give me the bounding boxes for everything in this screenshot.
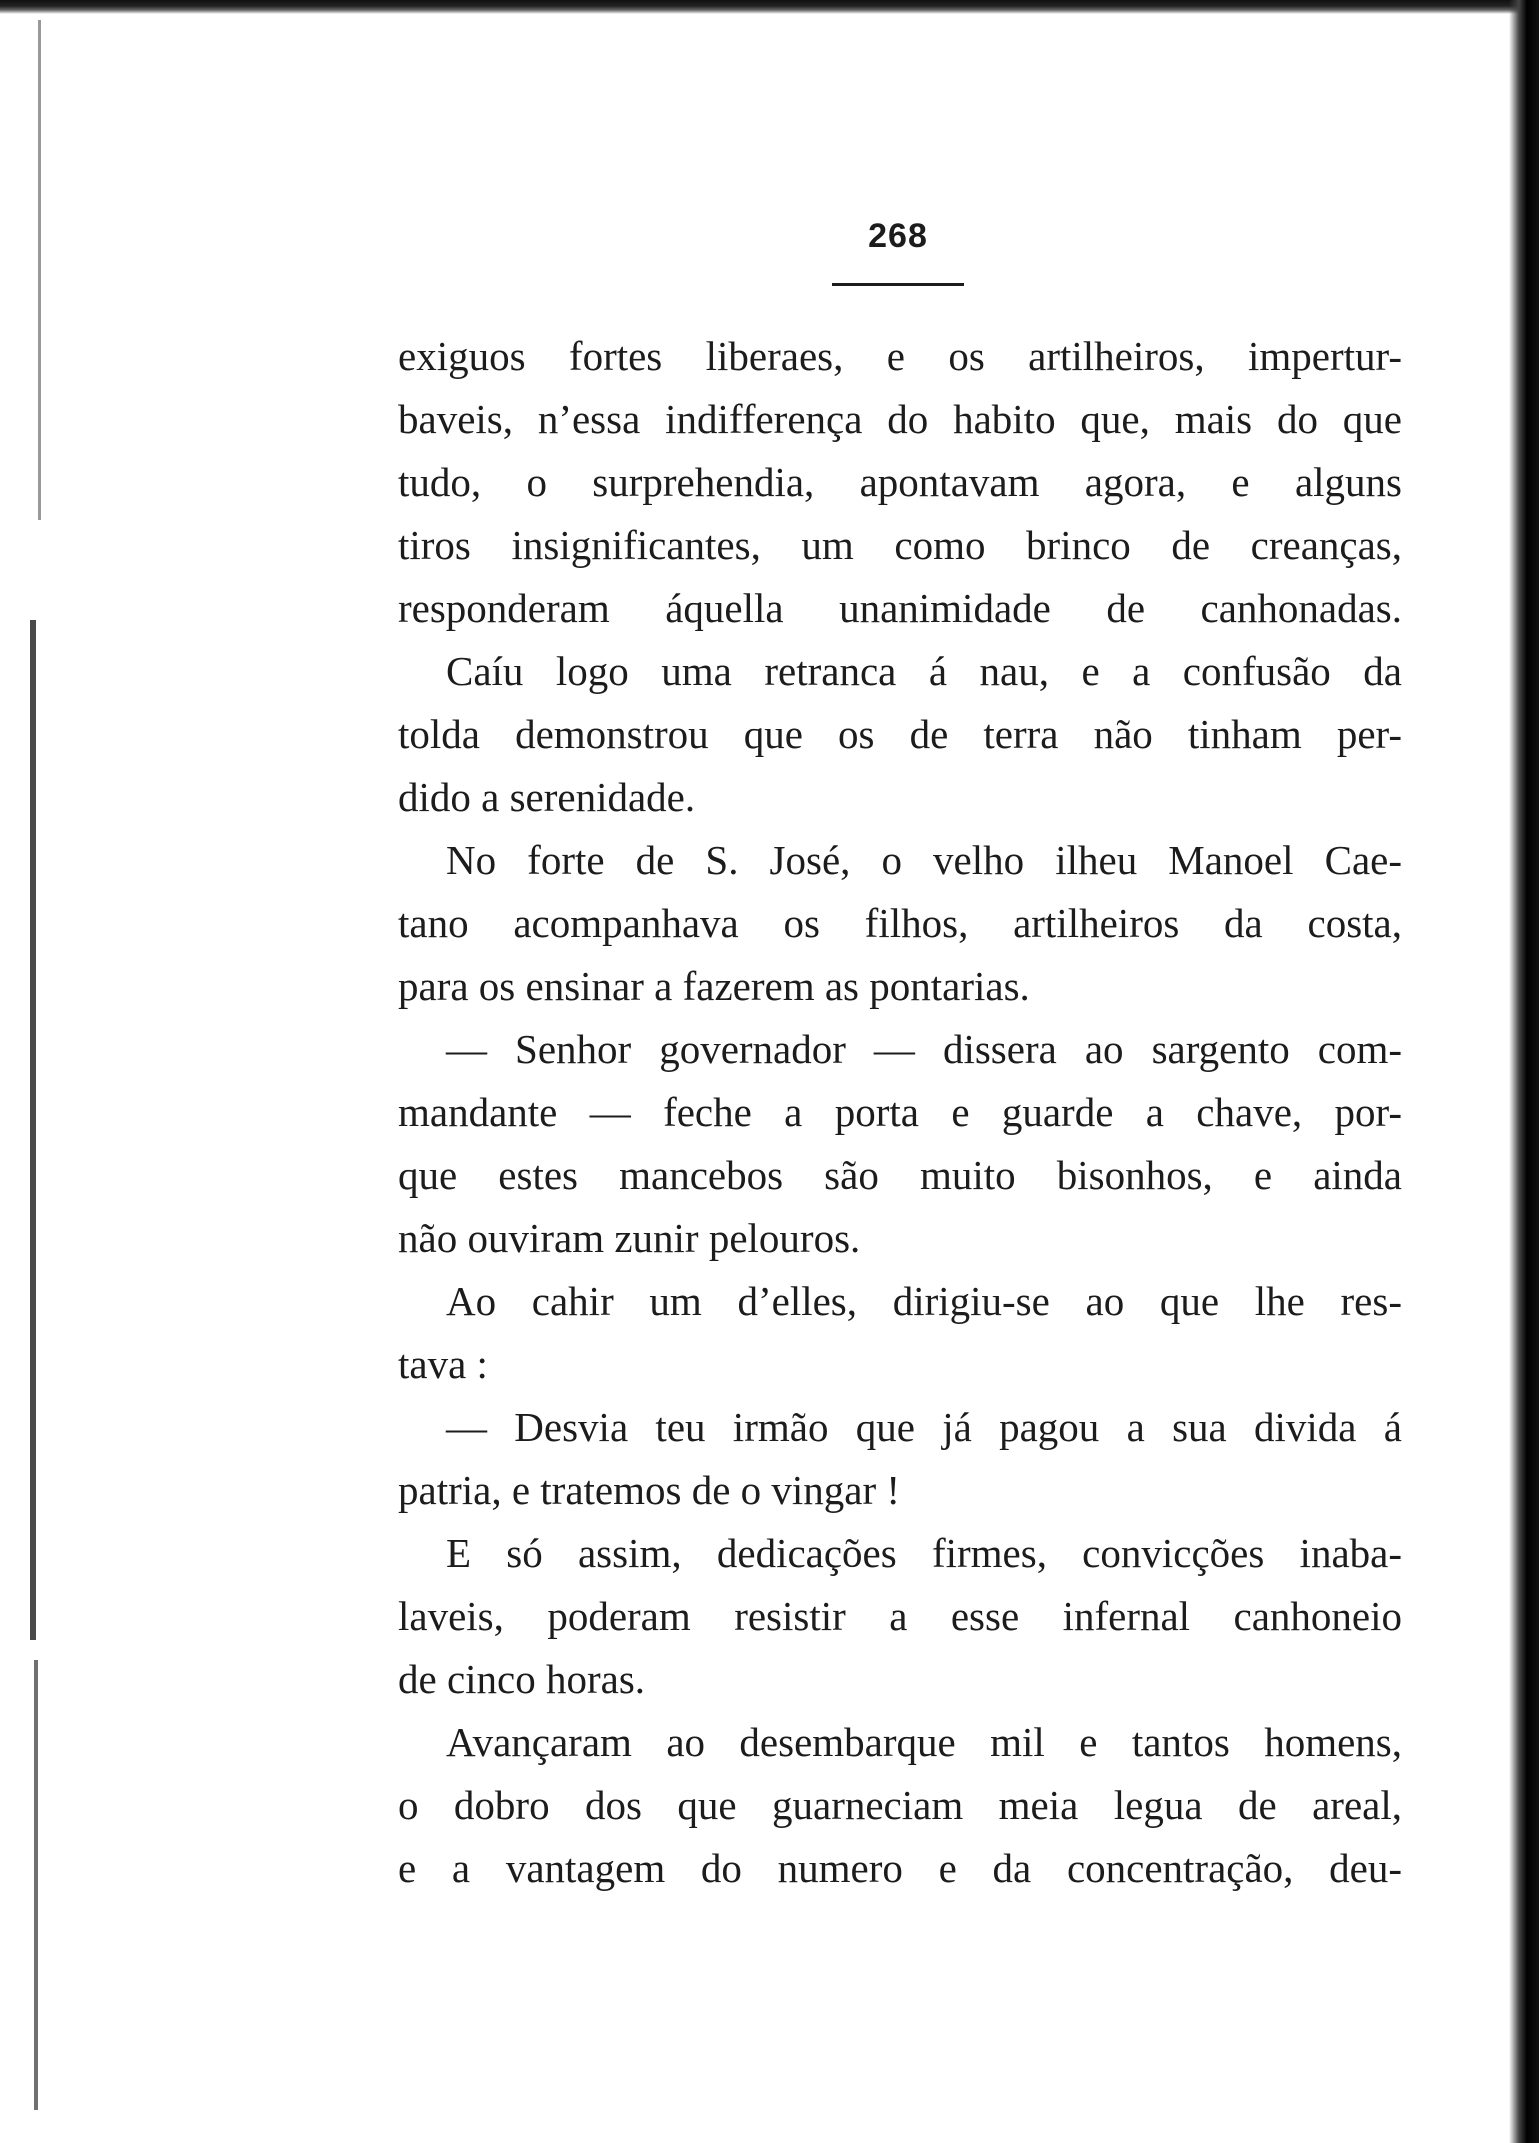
- text-line: tolda demonstrou que os de terra não tinham per-: [398, 711, 1402, 757]
- text-line: exiguos fortes liberaes, e os artilheiros, impertur-: [398, 333, 1402, 379]
- text-line: — Desvia teu irmão que já pagou a sua divida á: [446, 1404, 1402, 1450]
- text-line: responderam áquella unanimidade de canhonadas.: [398, 585, 1402, 631]
- scan-edge-left-upper: [38, 20, 41, 520]
- text-line: o dobro dos que guarneciam meia legua de areal,: [398, 1782, 1402, 1828]
- text-line: tava :: [398, 1341, 488, 1387]
- text-line: tano acompanhava os filhos, artilheiros da costa,: [398, 900, 1402, 946]
- header-rule: [832, 283, 964, 286]
- page-number: 268: [868, 217, 928, 255]
- scan-edge-left: [30, 620, 36, 1640]
- scan-edge-right: [1509, 0, 1539, 2143]
- text-line: mandante — feche a porta e guarde a chave, por-: [398, 1089, 1402, 1135]
- text-line: laveis, poderam resistir a esse infernal canhoneio: [398, 1593, 1402, 1639]
- scan-edge-left-lower: [34, 1660, 38, 2110]
- text-line: e a vantagem do numero e da concentração, deu-: [398, 1845, 1402, 1891]
- text-line: dido a serenidade.: [398, 774, 696, 820]
- text-line: — Senhor governador — dissera ao sargento com-: [446, 1026, 1402, 1072]
- text-line: Caíu logo uma retranca á nau, e a confusão da: [446, 648, 1402, 694]
- text-line: No forte de S. José, o velho ilheu Manoel Cae-: [446, 837, 1402, 883]
- text-line: Avançaram ao desembarque mil e tantos homens,: [446, 1719, 1402, 1765]
- text-line: que estes mancebos são muito bisonhos, e ainda: [398, 1152, 1402, 1198]
- body-text: [398, 325, 1402, 1900]
- scan-edge-top: [0, 0, 1539, 14]
- text-line: tiros insignificantes, um como brinco de creanças,: [398, 522, 1402, 568]
- text-line: tudo, o surprehendia, apontavam agora, e alguns: [398, 459, 1402, 505]
- text-line: Ao cahir um d’elles, dirigiu-se ao que lhe res-: [446, 1278, 1402, 1324]
- text-line: para os ensinar a fazerem as pontarias.: [398, 963, 1030, 1009]
- text-line: não ouviram zunir pelouros.: [398, 1215, 861, 1261]
- text-line: patria, e tratemos de o vingar !: [398, 1467, 901, 1513]
- text-line: E só assim, dedicações firmes, convicções inaba-: [446, 1530, 1402, 1576]
- text-line: baveis, n’essa indifferença do habito que, mais do que: [398, 396, 1402, 442]
- text-line: de cinco horas.: [398, 1656, 646, 1702]
